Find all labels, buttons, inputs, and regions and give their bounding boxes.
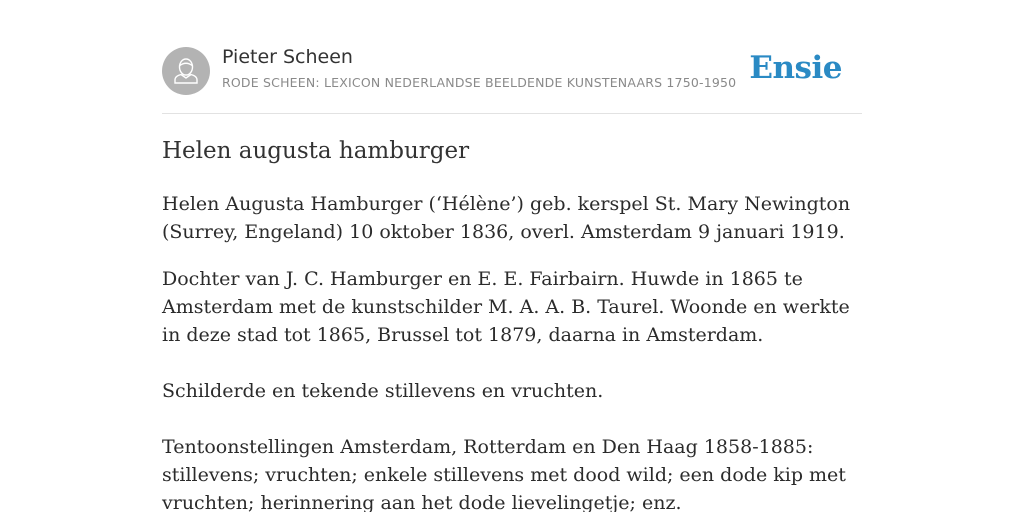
article-title: Helen augusta hamburger [162, 138, 470, 164]
paragraph-work: Schilderde en tekende stillevens en vruchten. [162, 380, 604, 402]
author-source: RODE SCHEEN: LEXICON NEDERLANDSE BEELDENDE KUNSTENAARS 1750-1950 [222, 75, 737, 90]
paragraph-family: Dochter van J. C. Hamburger en E. E. Fairbairn. Huwde in 1865 te Amsterdam met de kunstschilder M. A. A. B. Taurel. Woonde en werkte in deze stad tot 1865, Brussel tot 1879, daarna in Amsterdam. [162, 268, 850, 346]
article-body [162, 190, 862, 512]
header [162, 0, 862, 114]
page-container [162, 0, 862, 512]
author-name[interactable]: Pieter Scheen [222, 46, 353, 68]
avatar[interactable] [162, 47, 210, 95]
user-icon [162, 47, 210, 95]
ensie-logo[interactable]: Ensie [749, 50, 842, 86]
paragraph-exhibitions: Tentoonstellingen Amsterdam, Rotterdam en Den Haag 1858-1885: stillevens; vruchten; enkele stillevens met dood wild; een dode kip met vruchten; herinnering aan het dode lievelingetje; enz. [162, 436, 846, 512]
paragraph-birth: Helen Augusta Hamburger (‘Hélène’) geb. kerspel St. Mary Newington (Surrey, Engeland) 10 oktober 1836, overl. Amsterdam 9 januari 1919. [162, 193, 851, 243]
